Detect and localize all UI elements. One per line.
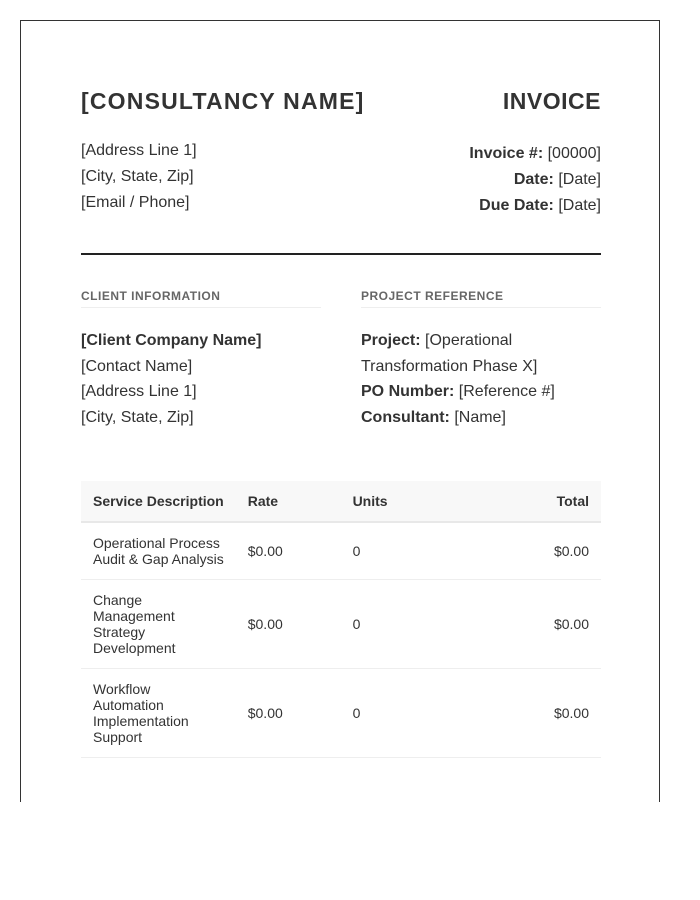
consultancy-name: [CONSULTANCY NAME] xyxy=(81,88,365,114)
address-line-1: [Address Line 1] xyxy=(81,142,197,159)
client-information xyxy=(81,289,321,430)
due-date-value: [Date] xyxy=(558,197,601,214)
consultancy-address xyxy=(81,138,197,216)
invoice-number-label: Invoice #: xyxy=(469,145,544,162)
client-city-state-zip: [City, State, Zip] xyxy=(81,408,194,426)
client-contact-name: [Contact Name] xyxy=(81,357,193,375)
client-company-name: [Client Company Name] xyxy=(81,332,262,349)
client-address-line: [Address Line 1] xyxy=(81,383,197,401)
project-label: Project: xyxy=(361,332,421,349)
row-description: Operational Process Audit & Gap Analysis xyxy=(81,522,236,580)
header-units: Units xyxy=(341,481,495,522)
invoice-sheet xyxy=(20,20,660,802)
row-description: Change Management Strategy Development xyxy=(81,580,236,669)
row-rate: $0.00 xyxy=(236,580,341,669)
invoice-header xyxy=(81,21,601,255)
invoice-meta xyxy=(469,141,601,219)
invoice-date-row xyxy=(469,167,601,193)
due-date-label: Due Date: xyxy=(479,197,554,214)
client-section-label: CLIENT INFORMATION xyxy=(81,289,321,308)
project-row xyxy=(361,328,601,379)
consultant-value: [Name] xyxy=(454,408,506,426)
row-units: 0 xyxy=(341,522,495,580)
service-table xyxy=(81,481,601,758)
email-phone: [Email / Phone] xyxy=(81,194,190,211)
row-units: 0 xyxy=(341,580,495,669)
consultant-label: Consultant: xyxy=(361,408,450,426)
row-total: $0.00 xyxy=(495,669,601,758)
client-details xyxy=(81,328,321,430)
po-number-row xyxy=(361,379,601,405)
row-units: 0 xyxy=(341,669,495,758)
table-row xyxy=(81,669,601,758)
invoice-title: INVOICE xyxy=(502,88,601,114)
table-header-row xyxy=(81,481,601,522)
row-description: Workflow Automation Implementation Support xyxy=(81,669,236,758)
row-total: $0.00 xyxy=(495,522,601,580)
city-state-zip: [City, State, Zip] xyxy=(81,168,194,185)
invoice-date-value: [Date] xyxy=(558,171,601,188)
invoice-content xyxy=(81,21,601,758)
invoice-number-row xyxy=(469,141,601,167)
row-rate: $0.00 xyxy=(236,669,341,758)
header-rate: Rate xyxy=(236,481,341,522)
row-total: $0.00 xyxy=(495,580,601,669)
header-service-description: Service Description xyxy=(81,481,236,522)
info-section xyxy=(81,255,601,481)
invoice-number-value: [00000] xyxy=(547,145,601,162)
due-date-row xyxy=(469,193,601,219)
project-details xyxy=(361,328,601,430)
project-section-label: PROJECT REFERENCE xyxy=(361,289,601,308)
row-rate: $0.00 xyxy=(236,522,341,580)
po-number-value: [Reference #] xyxy=(458,383,555,401)
project-reference xyxy=(361,289,601,430)
project-value: [Operational Transformation Phase X] xyxy=(361,332,538,375)
table-row xyxy=(81,522,601,580)
invoice-date-label: Date: xyxy=(513,171,554,188)
table-row xyxy=(81,580,601,669)
header-total: Total xyxy=(495,481,601,522)
po-number-label: PO Number: xyxy=(361,383,455,401)
consultant-row xyxy=(361,405,601,431)
